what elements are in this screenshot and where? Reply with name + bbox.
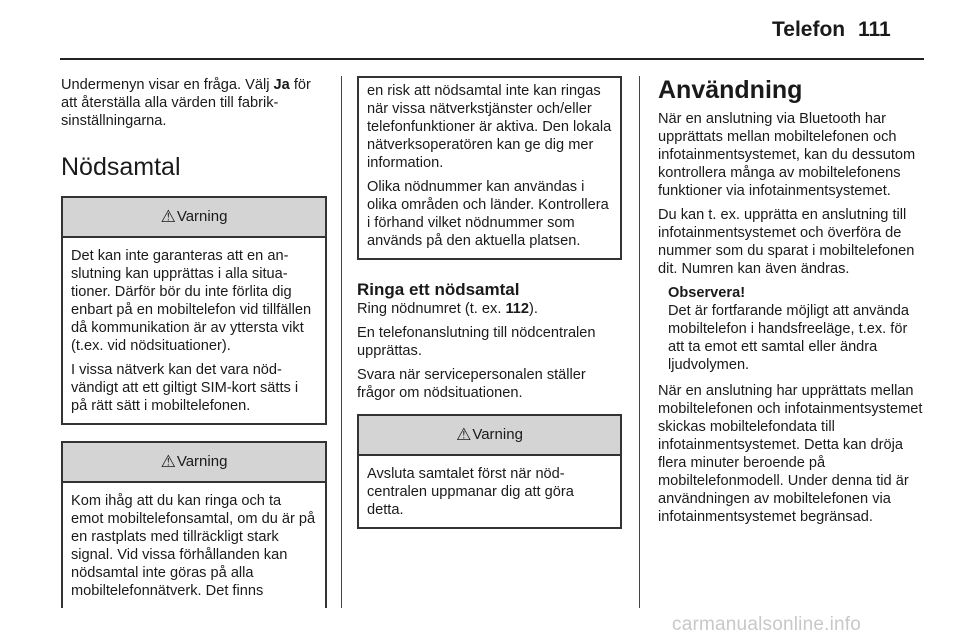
page-number: 111 — [858, 18, 891, 41]
body-paragraph: När en anslutning har upprättats mellan mobiltelefonen och infotainmentsystemet skickas mobiltelefondata till infotainmentsystemet. Detta kan dröja flera minuter beroende på mobiltelefonmodell. Under denna tid är användningen av mobiltelefonen via infotainmentsystemet begränsad. — [658, 383, 923, 525]
body-paragraph: Du kan t. ex. upprätta en anslutning till infotainmentsystemet och överföra de nummer som du sparat i mobiltelefonen dit. Numren kan även ändras. — [658, 207, 915, 277]
warning-text: Kom ihåg att du kan ringa och ta emot mobiltelefonsamtal, om du är på en rastplats med tillräckligt stark signal. Vid vissa förhållanden kan nödsamtal inte göras på alla mobiltelefonnätverk. Det finns — [71, 493, 316, 599]
warning-text: Olika nödnummer kan användas i olika områden och länder. Kontrollera i förhand vilket nödnummer som används på den aktuella platsen. — [367, 179, 609, 249]
warning-header: ⚠ Varning — [63, 198, 325, 238]
section-heading-anvandning: Användning — [658, 76, 803, 104]
body-paragraph: När en anslutning via Bluetooth har upprättats mellan mobiltelefonen och infotainmentsystemet, kan du dessutom kontrollera många av mobiltelefonens funktioner via infotainmentsystemet. — [658, 111, 916, 199]
column-divider — [639, 76, 640, 608]
warning-box — [61, 441, 327, 608]
column-divider — [341, 76, 342, 608]
note-text: Det är fortfarande möjligt att använda mobiltelefon i handsfreeläge, t.ex. för att ta emot ett samtal eller ändra ljudvolymen. — [668, 303, 909, 373]
section-heading-nodsamtal: Nödsamtal — [61, 153, 181, 181]
header-rule — [60, 58, 924, 60]
warning-header: ⚠ Varning — [63, 443, 325, 483]
warning-triangle-icon: ⚠ — [160, 452, 176, 471]
column-1 — [61, 76, 327, 624]
body-paragraph: Svara när servicepersonalen ställer frågor om nödsituationen. — [357, 367, 586, 401]
warning-text: en risk att nödsamtal inte kan ringas när vissa nätverkstjänster och/eller telefonfunktioner är aktiva. Den lokala nätverksoperatören kan ge dig mer information. — [367, 83, 612, 171]
warning-triangle-icon: ⚠ — [160, 207, 176, 226]
warning-box — [61, 196, 327, 425]
page-title: Telefon — [772, 18, 846, 41]
warning-box — [357, 414, 622, 529]
warning-box-continued — [357, 76, 622, 260]
warning-header: ⚠ Varning — [359, 416, 620, 456]
column-2 — [357, 76, 622, 545]
subheading-ringa: Ringa ett nödsamtal — [357, 280, 520, 299]
note-title: Observera! — [668, 285, 746, 301]
warning-text: Det kan inte garanteras att en anslutning kan upprättas i alla situationer. Därför bör du inte förlita dig enbart på en mobiltelefon vid tillfällen då kommunikation är av yttersta vikt (t.ex. vid nödsituationer). — [71, 248, 312, 354]
warning-triangle-icon: ⚠ — [456, 425, 472, 444]
column-3 — [658, 76, 924, 532]
emergency-number: 112 — [505, 301, 529, 317]
option-ja: Ja — [273, 77, 290, 93]
watermark: carmanualsonline.info — [672, 614, 862, 635]
note-block — [658, 284, 924, 374]
intro-paragraph: Undermenyn visar en fråga. Välj Ja för att återställa alla värden till fabriksinställningarna. — [61, 77, 311, 129]
warning-text: Avsluta samtalet först när nödcentralen uppmanar dig att göra detta. — [367, 466, 574, 518]
warning-text: I vissa nätverk kan det vara nödvändigt att ett giltigt SIM-kort sätts i på rätt sätt i mobiltelefonen. — [71, 362, 299, 414]
body-paragraph: En telefonanslutning till nödcentralen upprättas. — [357, 325, 596, 359]
body-paragraph: Ring nödnumret (t. ex. 112). — [357, 301, 538, 317]
